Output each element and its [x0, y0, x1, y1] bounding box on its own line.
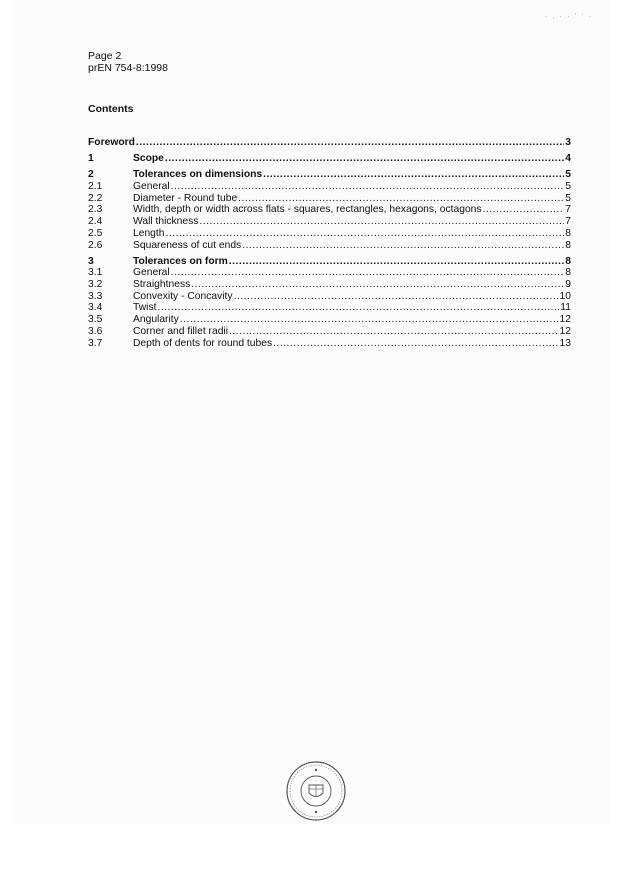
- toc-entry-page: 13: [559, 337, 571, 349]
- document-reference: prEN 754-8:1998: [88, 62, 168, 74]
- toc-dot-leader: [165, 153, 564, 165]
- toc-entry-title: Convexity - Concavity: [133, 290, 233, 302]
- toc-dot-leader: [483, 204, 565, 216]
- toc-entry-title: Length: [133, 227, 165, 239]
- toc-dot-leader: [242, 240, 564, 252]
- toc-entry-number: 3.6: [88, 325, 103, 337]
- toc-dot-leader: [273, 338, 558, 350]
- page-header: [88, 50, 168, 74]
- toc-dot-leader: [263, 169, 564, 181]
- toc-entry-title: Tolerances on dimensions: [133, 169, 263, 181]
- toc-entry-number: 2: [88, 169, 94, 181]
- toc-entry-number: 2.5: [88, 227, 103, 239]
- toc-entry-number: 1: [88, 153, 94, 165]
- toc-entry-title: Scope: [133, 153, 164, 165]
- toc-entry-title: Straightness: [133, 279, 191, 291]
- toc-entry[interactable]: [88, 279, 571, 291]
- toc-entry-title: Diameter - Round tube: [133, 192, 238, 204]
- toc-entry-page: 5: [565, 192, 571, 204]
- table-of-contents: [88, 137, 571, 349]
- toc-entry[interactable]: [88, 169, 571, 181]
- official-stamp-seal-icon: [285, 760, 347, 822]
- toc-entry-title: Twist: [133, 302, 157, 314]
- toc-entry-number: 2.3: [88, 204, 103, 216]
- toc-entry-page: 11: [560, 302, 571, 314]
- scan-artifact-marks: · ‚ · · ʼ ‛ ·: [545, 14, 593, 20]
- toc-entry-title: General: [133, 267, 170, 279]
- toc-entry-number: 2.2: [88, 192, 103, 204]
- toc-entry[interactable]: [88, 291, 571, 303]
- toc-entry-number: 2.6: [88, 239, 103, 251]
- toc-entry[interactable]: [88, 302, 571, 314]
- toc-entry[interactable]: [88, 240, 571, 252]
- toc-entry-number: 3: [88, 255, 94, 267]
- toc-entry[interactable]: [88, 137, 571, 149]
- toc-dot-leader: [171, 181, 565, 193]
- toc-entry[interactable]: [88, 204, 571, 216]
- page-number-label: Page 2: [88, 50, 122, 62]
- toc-entry-number: 3.3: [88, 290, 103, 302]
- toc-dot-leader: [166, 228, 565, 240]
- toc-entry-page: 8: [565, 267, 571, 279]
- toc-entry-number: 2.1: [88, 181, 103, 193]
- toc-entry[interactable]: [88, 338, 571, 350]
- toc-entry[interactable]: [88, 193, 571, 205]
- toc-dot-leader: [199, 216, 564, 228]
- contents-heading: Contents: [88, 103, 134, 115]
- toc-dot-leader: [171, 267, 565, 279]
- toc-entry-title: Corner and fillet radii: [133, 325, 229, 337]
- toc-entry-page: 8: [565, 227, 571, 239]
- toc-entry-number: 3.5: [88, 314, 103, 326]
- toc-entry[interactable]: [88, 153, 571, 165]
- toc-entry[interactable]: [88, 256, 571, 268]
- toc-entry-page: 4: [565, 153, 571, 165]
- toc-dot-leader: [191, 279, 564, 291]
- toc-entry-page: 5: [565, 169, 571, 181]
- toc-entry-number: 3.2: [88, 279, 103, 291]
- toc-entry-number: 3.7: [88, 337, 103, 349]
- toc-entry[interactable]: [88, 326, 571, 338]
- toc-entry[interactable]: [88, 267, 571, 279]
- toc-entry-page: 8: [565, 255, 571, 267]
- toc-dot-leader: [136, 137, 564, 149]
- toc-entry-page: 10: [559, 290, 571, 302]
- toc-entry-page: 9: [565, 279, 571, 291]
- toc-entry-page: 12: [559, 314, 571, 326]
- toc-entry-title: Tolerances on form: [133, 255, 228, 267]
- toc-entry-page: 8: [565, 239, 571, 251]
- toc-entry[interactable]: [88, 216, 571, 228]
- toc-entry-title: Squareness of cut ends: [133, 239, 242, 251]
- toc-entry-number: 2.4: [88, 216, 103, 228]
- toc-entry-title: Wall thickness: [133, 216, 199, 228]
- toc-entry[interactable]: [88, 181, 571, 193]
- toc-entry-title: Foreword: [88, 137, 135, 148]
- document-page: [12, 0, 609, 824]
- toc-entry-page: 12: [559, 325, 571, 337]
- toc-dot-leader: [234, 291, 559, 303]
- toc-dot-leader: [229, 256, 564, 268]
- toc-entry-page: 5: [565, 181, 571, 193]
- toc-entry[interactable]: [88, 314, 571, 326]
- toc-dot-leader: [157, 302, 559, 314]
- toc-entry-page: 7: [565, 216, 571, 228]
- toc-entry-title: General: [133, 181, 170, 193]
- toc-entry-page: 3: [565, 137, 571, 148]
- toc-entry-page: 7: [565, 204, 571, 216]
- toc-entry-number: 3.4: [88, 302, 103, 314]
- toc-dot-leader: [238, 193, 564, 205]
- toc-entry-title: Depth of dents for round tubes: [133, 337, 273, 349]
- toc-dot-leader: [229, 326, 559, 338]
- toc-entry[interactable]: [88, 228, 571, 240]
- toc-entry-number: 3.1: [88, 267, 103, 279]
- toc-entry-title: Width, depth or width across flats - squares, rectangles, hexagons, octagons: [133, 204, 482, 216]
- toc-entry-title: Angularity: [133, 314, 179, 326]
- toc-dot-leader: [180, 314, 559, 326]
